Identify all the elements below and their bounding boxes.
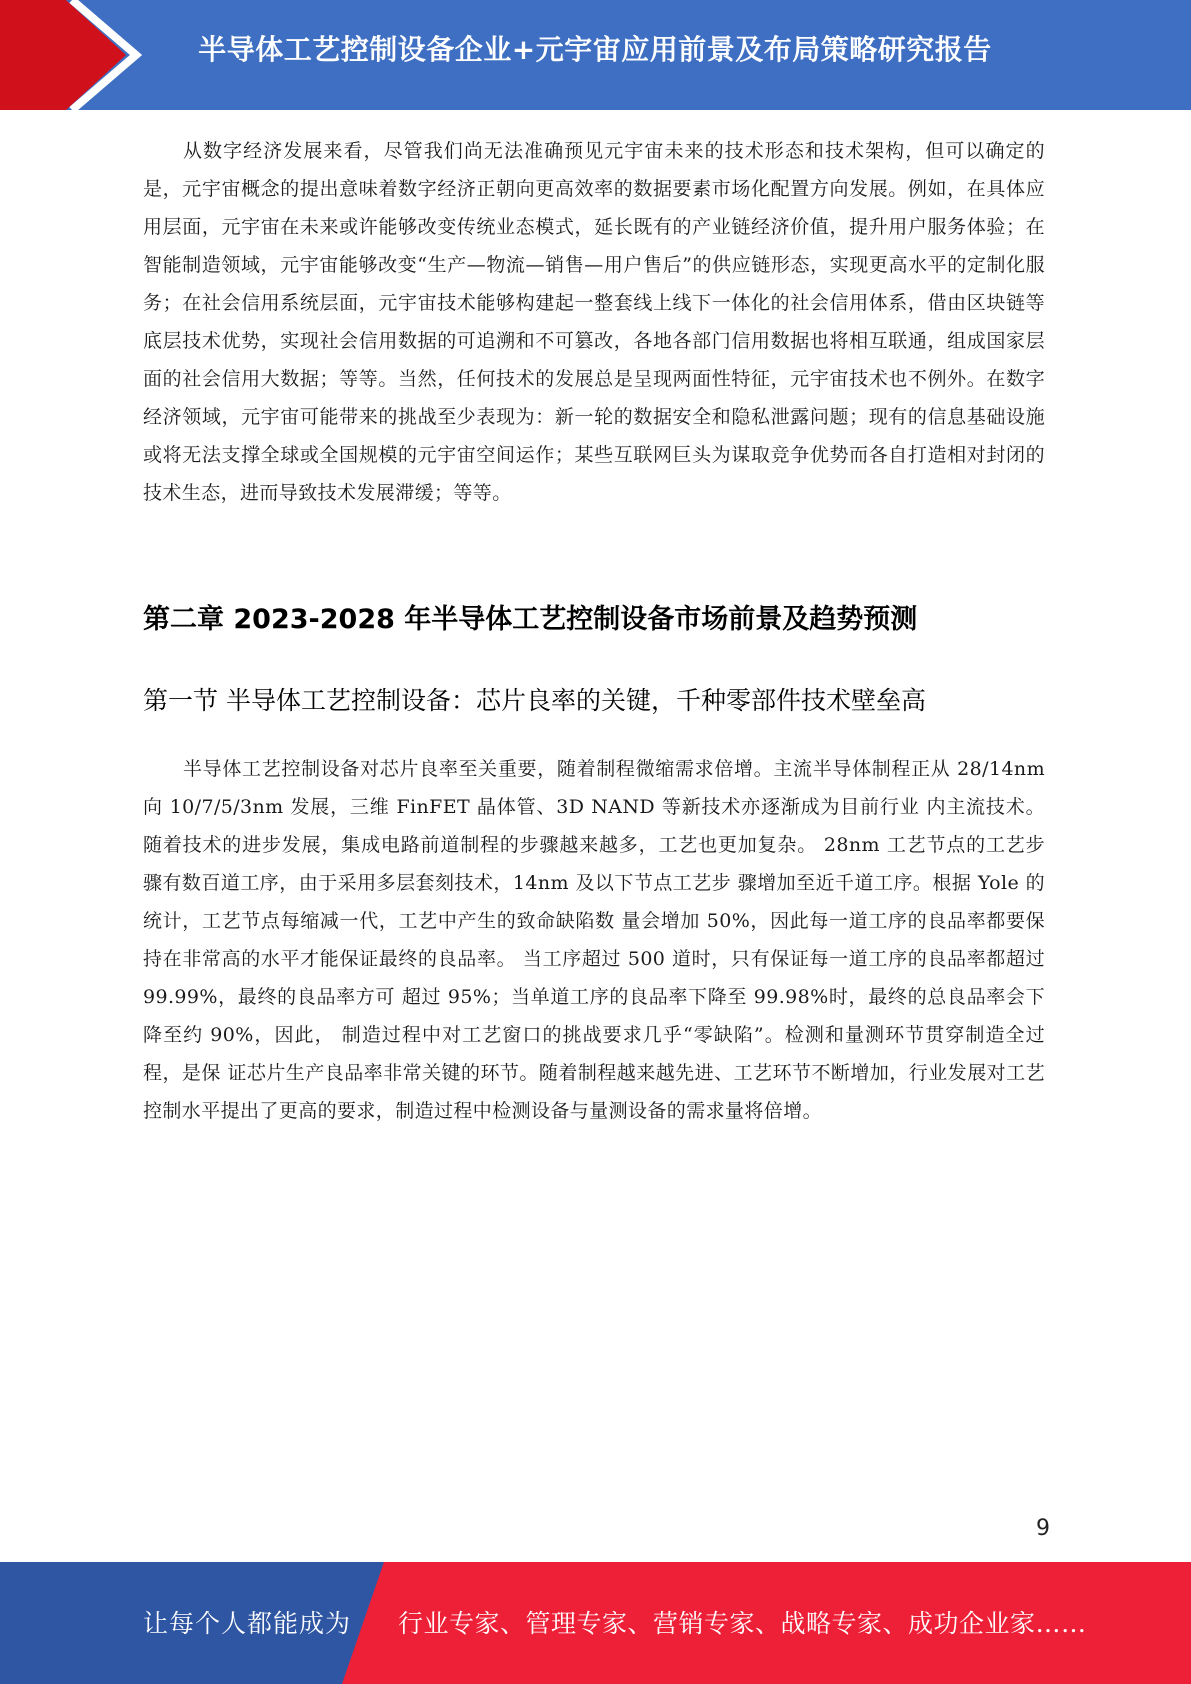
header-arrow-icon [0,0,170,110]
page-number: 9 [1036,1516,1050,1541]
footer-slogan-left: 让每个人都能成为 [143,1609,352,1638]
section-paragraph: 半导体工艺控制设备对芯片良率至关重要，随着制程微缩需求倍增。主流半导体制程正从 28/14nm 向 10/7/5/3nm 发展，三维 FinFET 晶体管、3D NAND 等新技术亦逐渐成为目前行业 内主流技术。随着技术的进步发展，集成电路前道制程的步骤越来越多，工艺也更加复杂。 28nm 工艺节点的工艺步骤有数百道工序，由于采用多层套刻技术，14nm 及以下节点工艺步 骤增加至近千道工序。根据 Yole 的统计，工艺节点每缩减一代，工艺中产生的致命缺陷数 量会增加 50%，因此每一道工序的良品率都要保持在非常高的水平才能保证最终的良品率。 当工序超过 500 道时，只有保证每一道工序的良品率都超过 99.99%，最终的良品率方可 超过 95%；当单道工序的良品率下降至 99.98%时，最终的总良品率会下降至约 90%，因此， 制造过程中对工艺窗口的挑战要求几乎“零缺陷”。检测和量测环节贯穿制造全过程，是保 证芯片生产良品率非常关键的环节。随着制程越来越先进、工艺环节不断增加，行业发展对工艺控制水平提出了更高的要求，制造过程中检测设备与量测设备的需求量将倍增。 [143,758,1045,1122]
report-title: 半导体工艺控制设备企业+元宇宙应用前景及布局策略研究报告 [198,33,992,66]
chapter-title: 第二章 2023-2028 年半导体工艺控制设备市场前景及趋势预测 [143,604,918,635]
footer-slogan-right: 行业专家、管理专家、营销专家、战略专家、成功企业家…… [398,1609,1087,1638]
section-title: 第一节 半导体工艺控制设备：芯片良率的关键，千种零部件技术壁垒高 [143,686,926,715]
page-header [0,0,1191,110]
page-footer [0,1562,1191,1684]
page-content [143,132,1045,1130]
intro-paragraph: 从数字经济发展来看，尽管我们尚无法准确预见元宇宙未来的技术形态和技术架构，但可以确定的是，元宇宙概念的提出意味着数字经济正朝向更高效率的数据要素市场化配置方向发展。例如，在具体应用层面，元宇宙在未来或许能够改变传统业态模式，延长既有的产业链经济价值，提升用户服务体验；在智能制造领域，元宇宙能够改变“生产—物流—销售—用户售后”的供应链形态，实现更高水平的定制化服务；在社会信用系统层面，元宇宙技术能够构建起一整套线上线下一体化的社会信用体系，借由区块链等底层技术优势，实现社会信用数据的可追溯和不可篡改，各地各部门信用数据也将相互联通，组成国家层面的社会信用大数据；等等。当然，任何技术的发展总是呈现两面性特征，元宇宙技术也不例外。在数字经济领域，元宇宙可能带来的挑战至少表现为：新一轮的数据安全和隐私泄露问题；现有的信息基础设施或将无法支撑全球或全国规模的元宇宙空间运作；某些互联网巨头为谋取竞争优势而各自打造相对封闭的技术生态，进而导致技术发展滞缓；等等。 [143,140,1045,504]
